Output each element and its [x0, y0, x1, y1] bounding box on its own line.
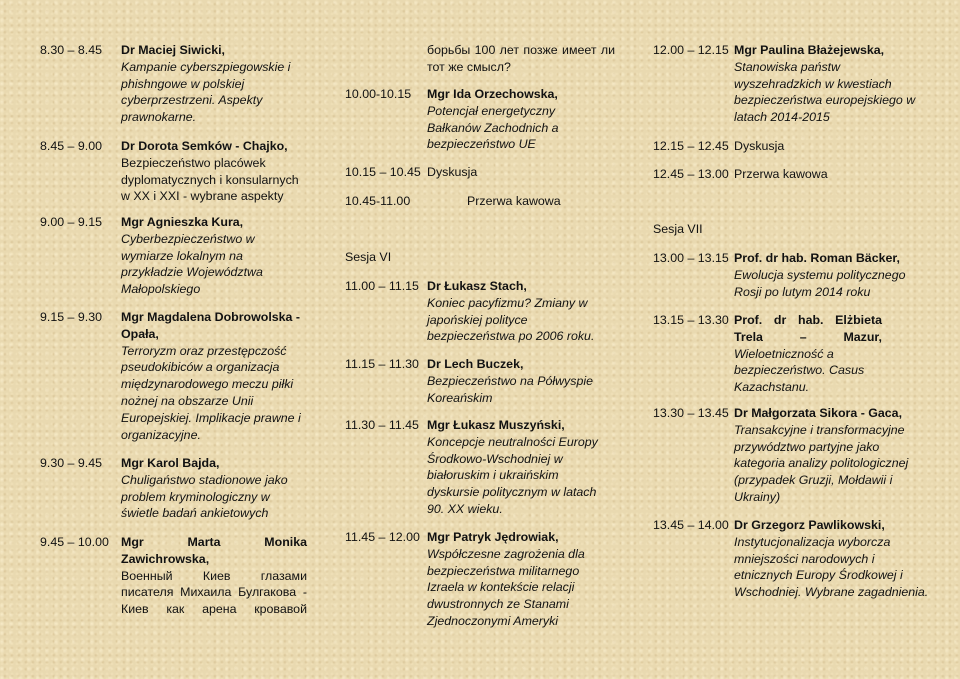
speaker-name: Mgr Magdalena Dobrowolska - Opała, [121, 310, 300, 341]
schedule-item [40, 309, 310, 444]
talk-title: Terroryzm oraz przestępczość pseudokibiców a organizacja międzynarodowego meczu piłki nożnej na obszarze Unii Europejskiej. Implikacje prawne i organizacyjne. [121, 343, 301, 442]
schedule-item [345, 278, 625, 348]
schedule-item [40, 42, 310, 127]
time-slot: 12.45 – 13.00 [653, 167, 729, 181]
talk-title: Chuligaństwo stadionowe jako problem kryminologiczny w świetle badań ankietowych [121, 472, 288, 521]
schedule-item [345, 417, 625, 517]
schedule-item [653, 405, 943, 505]
talk-title: Koncepcje neutralności Europy Środkowo-Wschodniej w białoruskim i ukraińskim dyskursie politycznym w latach 90. XX wieku. [427, 434, 598, 516]
speaker-name: Dr Dorota Semków - Chajko, [121, 139, 288, 153]
time-slot: 13.45 – 14.00 [653, 518, 729, 532]
session-heading: Sesja VI [345, 250, 392, 264]
speaker-name: Mgr Łukasz Muszyński, [427, 418, 565, 432]
talk-title: Koniec pacyfizmu? Zmiany w japońskiej polityce bezpieczeństwa po 2006 roku. [427, 295, 595, 344]
schedule-item [40, 214, 310, 299]
time-slot: 8.30 – 8.45 [40, 43, 103, 57]
time-slot: 9.45 – 10.00 [40, 535, 109, 549]
time-slot: 9.15 – 9.30 [40, 310, 103, 324]
speaker-name: Mgr Agnieszka Kura, [121, 215, 244, 229]
schedule-item [653, 250, 943, 300]
break-label: Przerwa kawowa [734, 167, 828, 181]
speaker-name: Dr Małgorzata Sikora - Gaca, [734, 406, 903, 420]
speaker-name: Prof. dr hab. Roman Bäcker, [734, 251, 900, 265]
schedule-item [40, 455, 310, 523]
schedule-item [40, 138, 310, 208]
talk-title: Bezpieczeństwo placówek dyplomatycznych i konsularnych w XX i XXI - wybrane aspekty [121, 155, 299, 204]
speaker-name: Mgr Ida Orzechowska, [427, 87, 558, 101]
time-slot: 11.45 – 12.00 [345, 530, 420, 544]
schedule-item [345, 86, 625, 156]
time-slot: 13.30 – 13.45 [653, 406, 729, 420]
talk-title: Stanowiska państw wyszehradzkich w kwestiach bezpieczeństwa europejskiego w latach 2014-2015 [734, 59, 916, 125]
schedule-item [653, 517, 943, 617]
time-slot: 11.30 – 11.45 [345, 418, 419, 432]
talk-title: Transakcyjne i transformacyjne przywództwo partyjne jako kategoria analizy politologicznej (przypadek Gruzji, Mołdawii i Ukrainy) [734, 422, 909, 504]
speaker-name: Dr Łukasz Stach, [427, 279, 527, 293]
time-slot: 12.15 – 12.45 [653, 139, 729, 153]
talk-title: Instytucjonalizacja wyborcza mniejszości narodowych i etnicznych Europy Środkowej i Wschodniej. Wybrane zagadnienia. [734, 534, 929, 600]
break-label: Przerwa kawowa [467, 194, 561, 208]
talk-title: Bezpieczeństwo na Półwyspie Koreańskim [427, 373, 593, 405]
schedule-item [345, 356, 625, 406]
time-slot: 10.15 – 10.45 [345, 165, 421, 179]
speaker-name: Dr Grzegorz Pawlikowski, [734, 518, 885, 532]
time-slot: 8.45 – 9.00 [40, 139, 103, 153]
speaker-name: Mgr Patryk Jędrowiak, [427, 530, 559, 544]
break-label: Dyskusja [734, 139, 785, 153]
talk-title: Ewolucja systemu politycznego Rosji po lutym 2014 roku [734, 267, 906, 299]
time-slot: 12.00 – 12.15 [653, 43, 729, 57]
time-slot: 9.30 – 9.45 [40, 456, 103, 470]
discussion-slot [345, 164, 625, 181]
time-slot: 13.00 – 13.15 [653, 251, 729, 265]
break-label: Dyskusja [427, 165, 478, 179]
discussion-slot [653, 138, 943, 155]
talk-title: Kampanie cyberszpiegowskie i phishngowe w polskiej cyberprzestrzeni. Aspekty prawnokarne. [121, 59, 291, 125]
schedule-item [653, 42, 943, 127]
talk-title: Wieloetniczność a bezpieczeństwo. Casus Kazachstanu. [734, 346, 865, 395]
time-slot: 10.00-10.15 [345, 87, 412, 101]
time-slot: 11.00 – 11.15 [345, 279, 419, 293]
talk-title: Współczesne zagrożenia dla bezpieczeństwa militarnego Izraela w kontekście relacji dwustronnych ze Stanami Zjednoczonymi Ameryki [427, 546, 585, 628]
talk-title: Военный Киев глазами писателя Михаила Булгакова - Киев как арена кровавой [121, 568, 307, 617]
schedule-item [40, 534, 310, 619]
time-slot: 13.15 – 13.30 [653, 313, 729, 327]
talk-title: Potencjał energetyczny Bałkanów Zachodnich a bezpieczeństwo UE [427, 103, 559, 152]
coffee-break-slot [345, 193, 625, 210]
talk-title-continuation: борьбы 100 лет позже имеет ли тот же смысл? [427, 43, 615, 74]
schedule-item [653, 312, 943, 397]
speaker-name: Mgr Paulina Błażejewska, [734, 43, 885, 57]
speaker-name: Mgr Karol Bajda, [121, 456, 220, 470]
session-heading: Sesja VII [653, 222, 703, 236]
speaker-name: Prof. dr hab. Elżbieta Trela – Mazur, [734, 313, 882, 344]
schedule-item [345, 529, 625, 629]
time-slot: 10.45-11.00 [345, 194, 411, 208]
speaker-name: Mgr Marta Monika Zawichrowska, [121, 535, 307, 566]
time-slot: 11.15 – 11.30 [345, 357, 419, 371]
talk-title: Cyberbezpieczeństwo w wymiarze lokalnym na przykładzie Województwa Małopolskiego [121, 231, 263, 297]
time-slot: 9.00 – 9.15 [40, 215, 103, 229]
speaker-name: Dr Lech Buczek, [427, 357, 524, 371]
speaker-name: Dr Maciej Siwicki, [121, 43, 225, 57]
coffee-break-slot [653, 166, 943, 183]
